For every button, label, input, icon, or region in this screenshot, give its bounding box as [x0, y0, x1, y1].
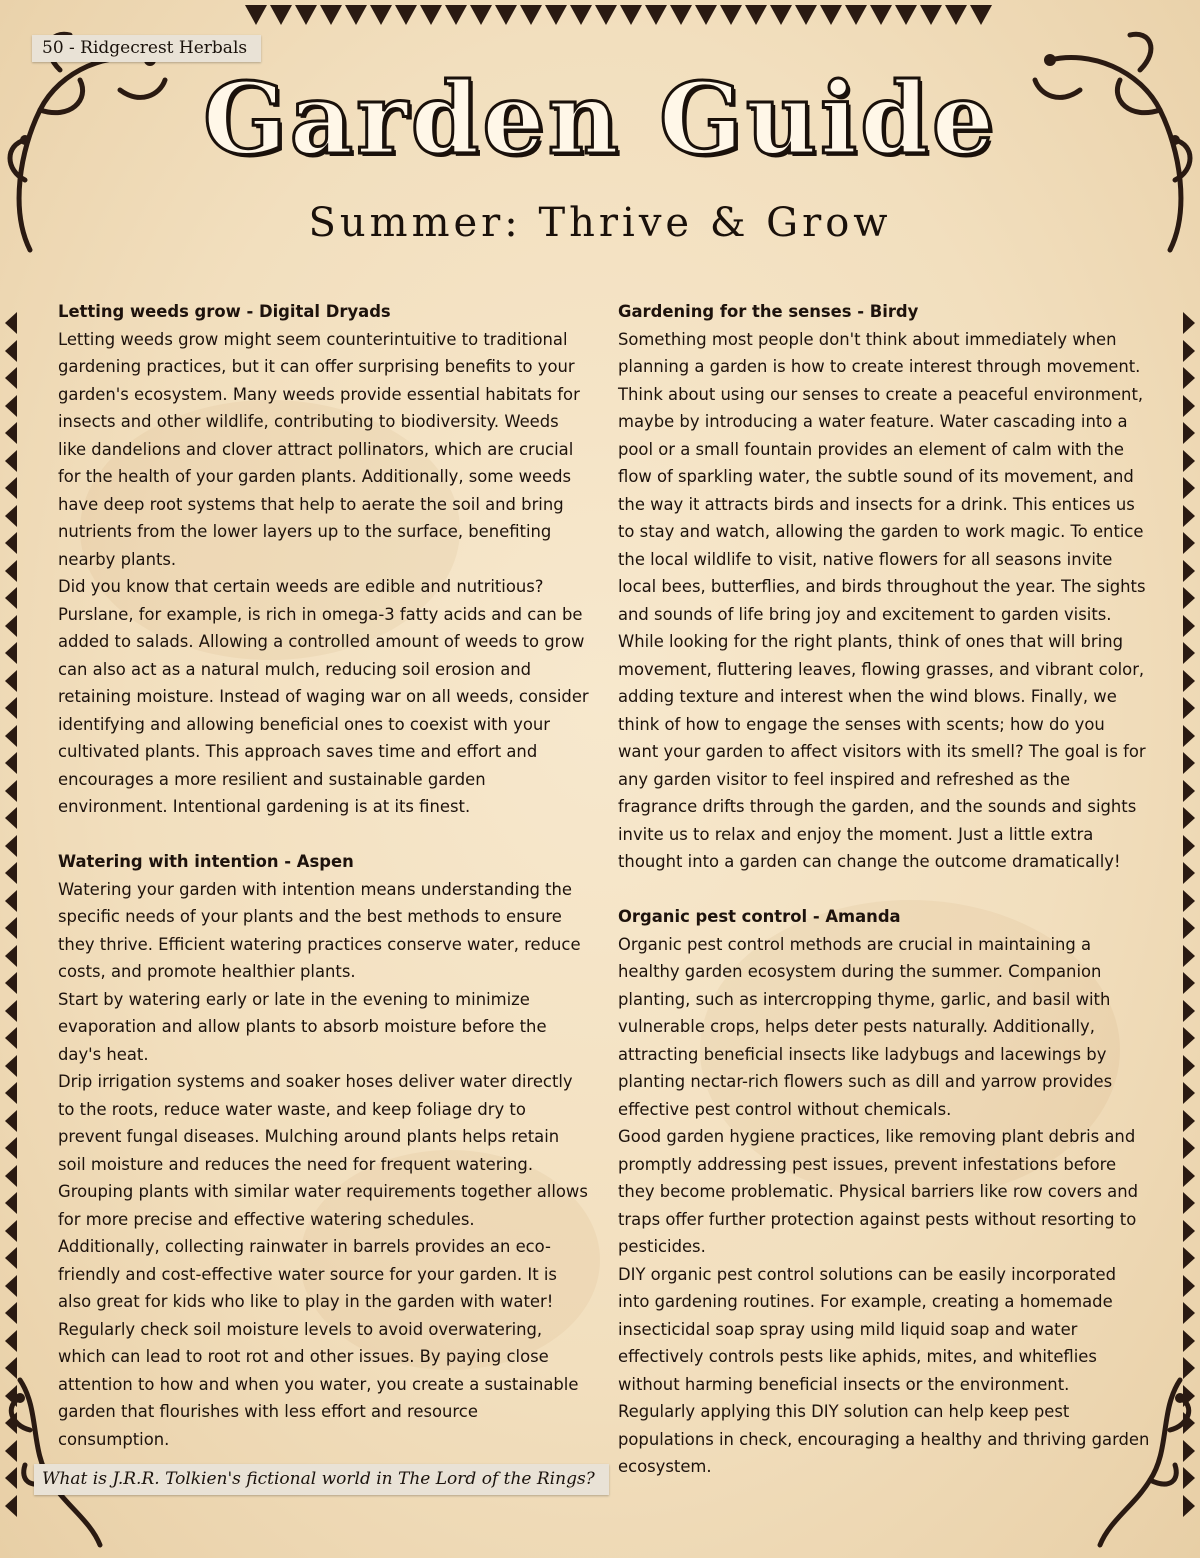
page-number-tag: 50 - Ridgecrest Herbals [32, 35, 261, 62]
border-triangle-icon [1183, 862, 1195, 884]
border-triangle-icon [1183, 1027, 1195, 1049]
right-column [618, 298, 1150, 1508]
left-column [58, 298, 590, 1481]
border-triangle-icon [695, 5, 717, 25]
border-triangle-icon [570, 5, 592, 25]
border-triangle-icon [5, 477, 17, 499]
border-triangle-icon [470, 5, 492, 25]
paragraph: Letting weeds grow might seem counterintuitive to traditional gardening practices, but it can offer surprising benefits to your garden's ecosystem. Many weeds provide essential habitats for insects and other wildlife, contributing to biodiversity. Weeds like dandelions and clover attract pollinators, which are crucial for the health of your garden plants. Additionally, some weeds have deep root systems that help to aerate the soil and bring nutrients from the lower layers up to the surface, benefiting nearby plants. [58, 329, 580, 569]
page-subtitle: Summer: Thrive & Grow [308, 200, 892, 246]
border-triangle-icon [1183, 1082, 1195, 1104]
border-triangle-icon [5, 1330, 17, 1352]
paragraph: DIY organic pest control solutions can be easily incorporated into gardening routines. For example, creating a homemade insecticidal soap spray using mild liquid soap and water effectively controls pests like aphids, mites, and whiteflies without harming beneficial insects or the environment. Regularly applying this DIY solution can help keep pest populations in check, encouraging a healthy and thriving garden ecosystem. [618, 1264, 1150, 1476]
page-title: Garden Guide [202, 62, 998, 177]
border-triangle-icon [5, 945, 17, 967]
border-triangle-icon [5, 752, 17, 774]
border-triangle-icon [1183, 367, 1195, 389]
border-triangle-icon [1183, 587, 1195, 609]
border-triangle-icon [270, 5, 292, 25]
border-triangle-icon [820, 5, 842, 25]
border-triangle-icon [720, 5, 742, 25]
border-triangle-icon [5, 367, 17, 389]
border-triangle-icon [1183, 1000, 1195, 1022]
paragraph: Did you know that certain weeds are edible and nutritious? Purslane, for example, is rich in omega-3 fatty acids and can be added to salads. Allowing a controlled amount of weeds to grow can also act as a natural mulch, reducing soil erosion and retaining moisture. Instead of waging war on all weeds, consider identifying and allowing beneficial ones to coexist with your cultivated plants. This approach saves time and effort and encourages a more resilient and sustainable garden environment. Intentional gardening is at its finest. [58, 577, 589, 816]
border-triangle-icon [445, 5, 467, 25]
border-triangle-icon [670, 5, 692, 25]
border-triangle-icon [5, 560, 17, 582]
border-triangle-icon [1183, 972, 1195, 994]
border-triangle-icon [520, 5, 542, 25]
border-triangle-icon [1183, 752, 1195, 774]
paragraph: Good garden hygiene practices, like removing plant debris and promptly addressing pest issues, prevent infestations before they become problematic. Physical barriers like row covers and traps offer further protection against pests without resorting to pesticides. [618, 1127, 1139, 1256]
border-triangle-icon [320, 5, 342, 25]
section-heading: Letting weeds grow - Digital Dryads [58, 302, 391, 321]
paragraph: Organic pest control methods are crucial in maintaining a healthy garden ecosystem during the summer. Companion planting, such as intercropping thyme, garlic, and basil with vulnerable crops, helps deter pests naturally. Additionally, attracting beneficial insects like ladybugs and lacewings by planting nectar-rich flowers such as dill and yarrow provides effective pest control without chemicals. [618, 934, 1113, 1119]
section-heading: Organic pest control - Amanda [618, 907, 901, 926]
article-section [58, 298, 590, 821]
border-triangle-icon [1183, 1302, 1195, 1324]
border-triangle-icon [945, 5, 967, 25]
border-triangle-icon [1183, 477, 1195, 499]
border-triangle-icon [5, 422, 17, 444]
border-triangle-icon [370, 5, 392, 25]
border-triangle-icon [5, 1192, 17, 1214]
border-triangle-icon [5, 1055, 17, 1077]
border-triangle-icon [795, 5, 817, 25]
article-section [58, 848, 590, 1453]
border-triangle-icon [1183, 725, 1195, 747]
paragraph: Watering your garden with intention means understanding the specific needs of your plants and the best methods to ensure they thrive. Efficient watering practices conserve water, reduce costs, and promote healthier plants. [58, 879, 581, 981]
border-triangle-icon [870, 5, 892, 25]
paragraph: Something most people don't think about immediately when planning a garden is how to create interest through movement. Think about using our senses to create a peaceful environment, maybe by introducing a water feature. Water cascading into a pool or a small fountain provides an element of calm with the flow of sparkling water, the subtle sound of its movement, and the way it attracts birds and insects for a drink. This entices us to stay and watch, allowing the garden to work magic. To entice the local wildlife to visit, native flowers for all seasons invite local bees, butterflies, and birds throughout the year. The sights and sounds of life bring joy and excitement to garden visits. While looking for the right plants, think of ones that will bring movement, fluttering leaves, flowing grasses, and vibrant color, adding texture and interest when the wind blows. Finally, we think of how to engage the senses with scents; how do you want your garden to affect visitors with its smell? The goal is for any garden visitor to feel inspired and refreshed as the fragrance drifts through the garden, and the sounds and sights invite us to relax and enjoy the moment. Just a little extra thought into a garden can change the outcome dramatically! [618, 329, 1146, 871]
border-triangle-icon [5, 395, 17, 417]
section-heading: Gardening for the senses - Birdy [618, 302, 919, 321]
border-triangle-icon [895, 5, 917, 25]
border-triangle-icon [5, 1275, 17, 1297]
border-triangle-icon [5, 615, 17, 637]
border-triangle-icon [5, 1247, 17, 1269]
border-triangle-icon [5, 587, 17, 609]
border-triangle-icon [1183, 1192, 1195, 1214]
border-triangle-icon [5, 532, 17, 554]
border-triangle-icon [1183, 697, 1195, 719]
border-triangle-icon [645, 5, 667, 25]
border-triangle-icon [5, 340, 17, 362]
border-triangle-icon [1183, 395, 1195, 417]
border-triangle-icon [970, 5, 992, 25]
border-triangle-icon [395, 5, 417, 25]
top-triangle-border [245, 5, 995, 25]
border-triangle-icon [1183, 917, 1195, 939]
border-triangle-icon [5, 1165, 17, 1187]
right-triangle-border [1183, 312, 1195, 1522]
border-triangle-icon [1183, 560, 1195, 582]
trivia-question-tag: What is J.R.R. Tolkien's fictional world in The Lord of the Rings? [34, 1464, 609, 1495]
border-triangle-icon [1183, 1055, 1195, 1077]
border-triangle-icon [5, 890, 17, 912]
paragraph: Additionally, collecting rainwater in barrels provides an eco-friendly and cost-effective water source for your garden. It is also great for kids who like to play in the garden with water! Regularly check soil moisture levels to avoid overwatering, which can lead to root rot and other issues. By paying close attention to how and when you water, you create a sustainable garden that flourishes with less effort and resource consumption. [58, 1237, 579, 1449]
border-triangle-icon [345, 5, 367, 25]
border-triangle-icon [245, 5, 267, 25]
border-triangle-icon [845, 5, 867, 25]
left-triangle-border [5, 312, 17, 1522]
border-triangle-icon [1183, 532, 1195, 554]
border-triangle-icon [1183, 1110, 1195, 1132]
border-triangle-icon [5, 917, 17, 939]
border-triangle-icon [1183, 1137, 1195, 1159]
border-triangle-icon [5, 642, 17, 664]
article-section [618, 903, 1150, 1481]
border-triangle-icon [5, 450, 17, 472]
border-triangle-icon [5, 697, 17, 719]
border-triangle-icon [5, 1302, 17, 1324]
border-triangle-icon [745, 5, 767, 25]
border-triangle-icon [420, 5, 442, 25]
border-triangle-icon [1183, 615, 1195, 637]
border-triangle-icon [1183, 945, 1195, 967]
border-triangle-icon [5, 807, 17, 829]
border-triangle-icon [1183, 642, 1195, 664]
border-triangle-icon [5, 835, 17, 857]
border-triangle-icon [1183, 450, 1195, 472]
border-triangle-icon [920, 5, 942, 25]
border-triangle-icon [1183, 670, 1195, 692]
border-triangle-icon [595, 5, 617, 25]
border-triangle-icon [1183, 1247, 1195, 1269]
border-triangle-icon [5, 972, 17, 994]
border-triangle-icon [1183, 340, 1195, 362]
border-triangle-icon [5, 780, 17, 802]
paragraph: Drip irrigation systems and soaker hoses deliver water directly to the roots, reduce water waste, and keep foliage dry to prevent fungal diseases. Mulching around plants helps retain soil moisture and reduces the need for frequent watering. Grouping plants with similar water requirements together allows for more precise and effective watering schedules. [58, 1072, 588, 1229]
border-triangle-icon [295, 5, 317, 25]
border-triangle-icon [1183, 835, 1195, 857]
border-triangle-icon [1183, 1275, 1195, 1297]
border-triangle-icon [5, 725, 17, 747]
border-triangle-icon [5, 505, 17, 527]
border-triangle-icon [5, 1000, 17, 1022]
border-triangle-icon [5, 312, 17, 334]
section-heading: Watering with intention - Aspen [58, 852, 354, 871]
border-triangle-icon [1183, 1165, 1195, 1187]
border-triangle-icon [1183, 780, 1195, 802]
border-triangle-icon [770, 5, 792, 25]
border-triangle-icon [5, 1082, 17, 1104]
border-triangle-icon [1183, 1330, 1195, 1352]
border-triangle-icon [1183, 312, 1195, 334]
border-triangle-icon [5, 1110, 17, 1132]
border-triangle-icon [1183, 890, 1195, 912]
paragraph: Start by watering early or late in the evening to minimize evaporation and allow plants to absorb moisture before the day's heat. [58, 989, 547, 1064]
border-triangle-icon [1183, 422, 1195, 444]
border-triangle-icon [5, 1137, 17, 1159]
article-section [618, 298, 1150, 876]
border-triangle-icon [5, 1220, 17, 1242]
border-triangle-icon [545, 5, 567, 25]
border-triangle-icon [1183, 505, 1195, 527]
border-triangle-icon [495, 5, 517, 25]
border-triangle-icon [5, 862, 17, 884]
border-triangle-icon [5, 670, 17, 692]
border-triangle-icon [5, 1027, 17, 1049]
border-triangle-icon [1183, 807, 1195, 829]
border-triangle-icon [620, 5, 642, 25]
border-triangle-icon [1183, 1220, 1195, 1242]
